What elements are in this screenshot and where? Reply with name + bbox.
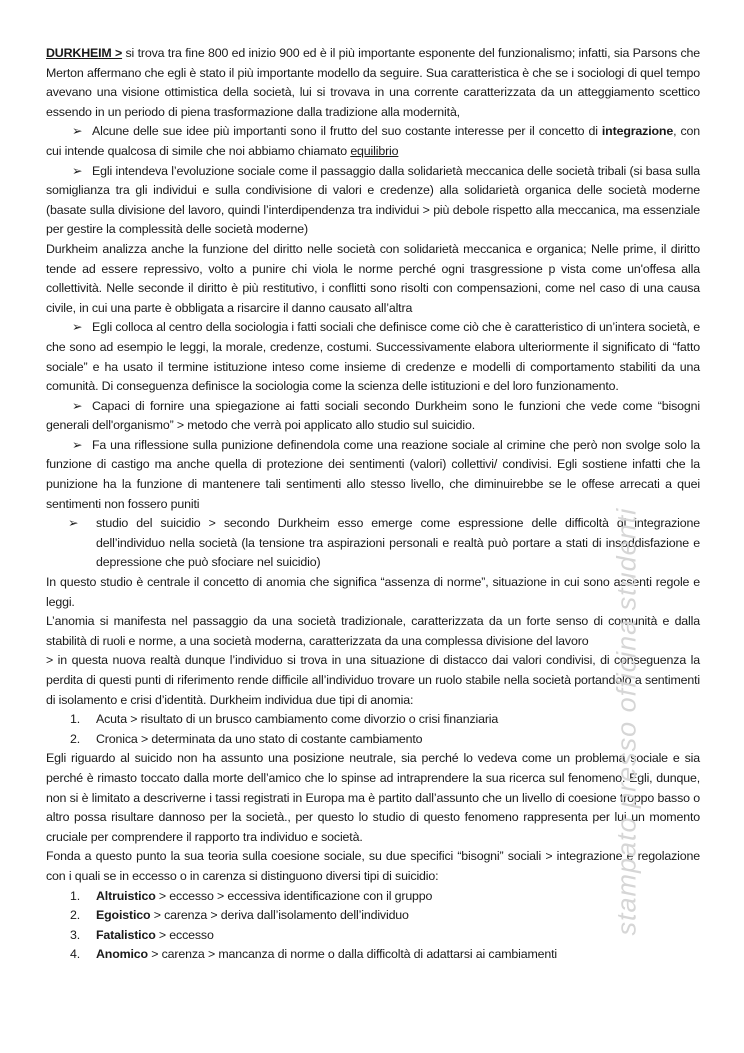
paragraph: [46, 612, 700, 651]
bullet-item: [68, 514, 700, 573]
text-run: Egli intendeva l’evoluzione sociale come il passaggio dalla solidarietà meccanica delle società tribali (si basa sulla somiglianza tra gli individui e sulla condivisione di valori e credenze) alla solidarietà organica delle società moderne (basate sulla divisione del lavoro, quindi l’interdipendenza tra individui > più debole rispetto alla meccanica, ma essenziale per gestire la complessità delle società moderne): [46, 163, 700, 237]
list-number: 3.: [70, 927, 81, 942]
list-number: 1.: [70, 712, 81, 727]
arrow-bullet-icon: ➢: [72, 124, 83, 139]
bold-term: Altruistico: [96, 888, 156, 903]
paragraph: [46, 44, 700, 122]
bullet-item: [46, 122, 700, 161]
arrow-bullet-icon: ➢: [72, 437, 83, 452]
text-run: Egli riguardo al suicido non ha assunto una posizione neutrale, sia perché lo vedeva come un problema sociale e sia perché è rimasto toccato dalla morte dell’amico che lo spinse ad intraprendere la sua ricerca sul fenomeno. Egli, dunque, non si è limitato a descriverne i tassi registrati in Europa ma è partito dall’assunto che un livello di coesione troppo basso o altro possa risultare dannoso per la società., per questo lo studio di questo fenomeno rappresenta per lui un momento cruciale per comprendere il rapporto tra individuo e società.: [46, 751, 700, 844]
list-number: 2.: [70, 908, 81, 923]
paragraph: [46, 847, 700, 886]
text-run: > in questa nuova realtà dunque l’individuo si trova in una situazione di distacco dai valori condivisi, di conseguenza la perdita di questi punti di riferimento rende difficile all’individuo trovare un ruolo stabile nella società portandolo a sentimenti di isolamento e crisi d’identità. Durkheim individua due tipi di anomia:: [46, 653, 700, 707]
text-run: si trova tra fine 800 ed inizio 900 ed è il più importante esponente del funzionalismo; infatti, sia Parsons che Merton affermano che egli è stato il più importante modello da seguire. Sua caratteristica è che se i sociologi di quel tempo avevano una visione ottimistica della società, lui si trovava in una corrente caratterizzata da un atteggiamento scettico essendo in un periodo di piena trasformazione dalla tradizione alla modernità,: [46, 46, 700, 119]
text-run: Capaci di fornire una spiegazione ai fatti sociali secondo Durkheim sono le funzioni che vede come “bisogni generali dell'organismo” > metodo che verrà poi applicato allo studio sul suicidio.: [46, 398, 700, 433]
bold-term: Fatalistico: [96, 927, 156, 942]
text-run: Durkheim analizza anche la funzione del diritto nelle società con solidarietà meccanica e organica; Nelle prime, il diritto tende ad essere repressivo, volto a punire chi viola le norme perché ogni trasgressione p vista come un'offesa alla collettività. Nelle seconde il diritto è più restitutivo, i conflitti sono risolti con compensazioni, come nel caso di una causa civile, in cui una parte è obbligata a risarcire il danno causato all’altra: [46, 241, 700, 315]
text-run: Fa una riflessione sulla punizione definendola come una reazione sociale al crimine che però non svolge solo la funzione di castigo ma anche quella di protezione dei sentimenti (valori) collettivi/ condivisi. Egli sostiene infatti che la punizione ha la funzione di mantenere tali sentimenti allo stesso livello, che diminuirebbe se le offese arrecati a quei sentimenti non fossero puniti: [46, 437, 700, 511]
paragraph: [46, 651, 700, 710]
bullet-item: [46, 397, 700, 436]
document-body: [46, 44, 700, 965]
list-number: 1.: [70, 888, 81, 903]
text-run: In questo studio è centrale il concetto di anomia che significa “assenza di norme”, situazione in cui sono assenti regole e leggi.: [46, 575, 700, 609]
numbered-item: [70, 710, 700, 730]
numbered-item: [70, 730, 700, 750]
numbered-item: [70, 926, 700, 946]
arrow-bullet-icon: ➢: [72, 320, 83, 335]
text-run: Egli colloca al centro della sociologia i fatti sociali che definisce come ciò che è caratteristico di un’intera società, e che sono ad esempio le leggi, la morale, credenze, costumi. Successivamente elabora ulteriormente il significato di “fatto sociale” e ha usato il termine istituzione inteso come insieme di credenze e modelli di comportamento stabiliti da una comunità. Di conseguenza definisce la sociologia come la scienza delle istituzioni e del loro funzionamento.: [46, 320, 700, 394]
text-run: Alcune delle sue idee più importanti sono il frutto del suo costante interesse per il concetto di: [92, 124, 602, 139]
paragraph: [46, 749, 700, 847]
bold-term: Egoistico: [96, 908, 151, 923]
text-run: Cronica > determinata da uno stato di costante cambiamento: [96, 731, 423, 746]
text-run: > eccesso > eccessiva identificazione con il gruppo: [155, 888, 433, 903]
bold-term: integrazione: [601, 124, 674, 139]
paragraph: [46, 240, 700, 318]
bullet-item: [46, 162, 700, 240]
numbered-item: [70, 906, 700, 926]
bold-term: Anomico: [96, 947, 148, 962]
text-run: > carenza > deriva dall’isolamento dell’individuo: [150, 908, 409, 923]
text-run: L’anomia si manifesta nel passaggio da una società tradizionale, caratterizzata da un forte senso di comunità e dalla stabilità di ruoli e norme, a una società moderna, caratterizzata da una complessa divisione del lavoro: [46, 614, 700, 648]
list-number: 4.: [70, 947, 81, 962]
bullet-item: [46, 436, 700, 514]
arrow-bullet-icon: ➢: [68, 516, 79, 531]
text-run: studio del suicidio > secondo Durkheim esso emerge come espressione delle difficoltà di integrazione dell’individuo nella società (la tensione tra aspirazioni personali e realtà può portare a stati di insoddisfazione e depressione che può sfociare nel suicidio): [96, 516, 700, 570]
text-run: Fonda a questo punto la sua teoria sulla coesione sociale, su due specifici “bisogni” sociali > integrazione e regolazione con i quali se in eccesso o in carenza si distinguono diversi tipi di suicidio:: [46, 849, 700, 883]
underlined-text: equilibrio: [350, 143, 399, 158]
text-run: > carenza > mancanza di norme o dalla difficoltà di adattarsi ai cambiamenti: [147, 947, 558, 962]
text-run: > eccesso: [155, 927, 214, 942]
paragraph: [46, 573, 700, 612]
numbered-item: [70, 887, 700, 907]
bold-term: DURKHEIM >: [46, 46, 123, 60]
arrow-bullet-icon: ➢: [72, 163, 83, 178]
numbered-item: [70, 945, 700, 965]
watermark: stampato presso officina studenti: [611, 507, 642, 936]
text-run: , con cui intende qualcosa di simile che noi abbiamo chiamato: [46, 124, 700, 158]
arrow-bullet-icon: ➢: [72, 398, 83, 413]
bullet-item: [46, 318, 700, 396]
text-run: Acuta > risultato di un brusco cambiamento come divorzio o crisi finanziaria: [96, 712, 499, 727]
list-number: 2.: [70, 731, 81, 746]
